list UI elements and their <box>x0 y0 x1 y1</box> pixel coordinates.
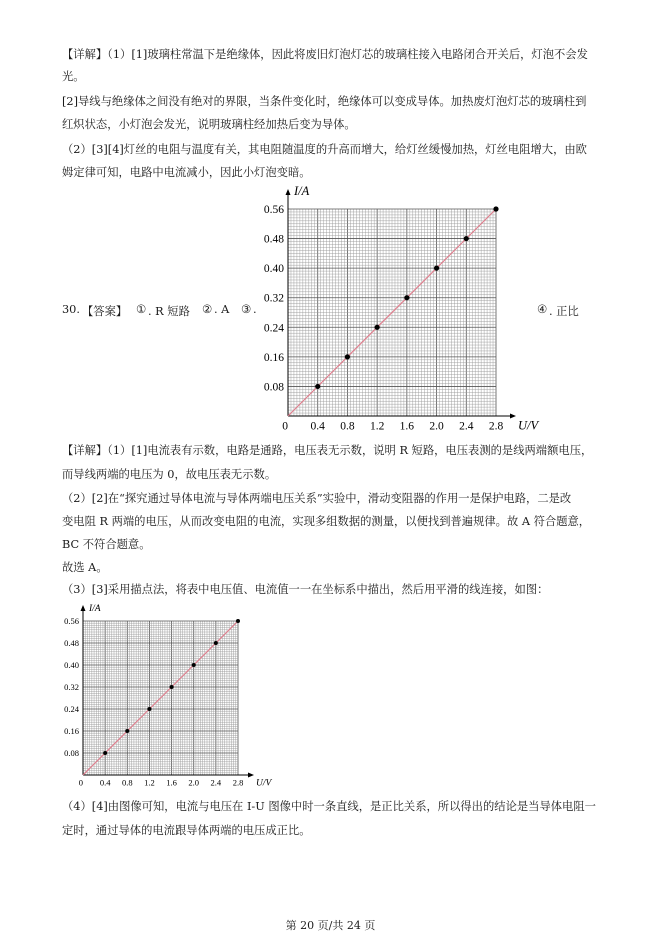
x-tick-label: 2.4 <box>210 777 222 788</box>
answer-3-mark: ③ <box>241 303 252 316</box>
x-tick-label: 0 <box>282 420 288 433</box>
y-tick-label: 0.24 <box>263 322 284 335</box>
answer-2-mark: ② <box>202 303 213 316</box>
y-tick-label: 0.32 <box>64 681 79 692</box>
x-axis-label: U/V <box>518 418 539 433</box>
y-tick-label: 0.48 <box>64 637 79 648</box>
data-point <box>170 685 174 689</box>
x-axis-label: U/V <box>256 778 272 789</box>
x-tick-label: 0.4 <box>99 777 111 788</box>
detail-paragraph-line: 姆定律可知，电路中电流减小，因此小灯泡变暗。 <box>62 166 311 179</box>
data-point <box>147 707 151 711</box>
x-tick-label: 0.8 <box>121 777 133 788</box>
answer-i-u-graph <box>252 182 539 434</box>
detail-paragraph-line: 故选 A。 <box>62 561 108 574</box>
detail-i-u-graph <box>58 598 272 794</box>
y-tick-label: 0.08 <box>263 381 284 394</box>
y-tick-label: 0.56 <box>64 615 79 626</box>
detail-paragraph-line: 定时，通过导体的电流跟导体两端的电压成正比。 <box>62 824 311 837</box>
x-tick-label: 1.2 <box>369 420 385 433</box>
y-axis-label: I/A <box>294 184 310 198</box>
answer-4-text: . 正比 <box>549 305 579 318</box>
data-point <box>315 384 320 389</box>
x-tick-label: 2.0 <box>188 777 200 788</box>
detail-paragraph-line: 【详解】（1）[1]电流表有示数，电路是通路，电压表无示数，说明 R 短路，电压表测的是线两端额电压， <box>62 444 593 457</box>
question-number: 30. <box>62 303 80 316</box>
detail-paragraph-line: 而导线两端的电压为 0，故电压表无示数。 <box>62 468 277 481</box>
detail-paragraph-line: （3）[3]采用描点法，将表中电压值、电流值一一在坐标系中描出，然后用平滑的线连接，如图： <box>62 583 549 596</box>
data-point <box>434 266 439 271</box>
x-tick-label: 2.0 <box>429 420 444 433</box>
x-tick-label: 0.8 <box>340 420 355 433</box>
detail-paragraph-line: 光。 <box>62 70 85 83</box>
x-tick-label: 1.2 <box>144 777 155 788</box>
x-tick-label: 2.4 <box>459 420 474 433</box>
detail-paragraph-line: [2]导线与绝缘体之间没有绝对的界限，当条件变化时，绝缘体可以变成导体。加热废灯泡灯芯的玻璃柱到 <box>62 95 587 108</box>
answer-3-text: . <box>253 303 257 316</box>
y-tick-label: 0.56 <box>263 204 284 217</box>
x-tick-label: 0 <box>78 777 83 788</box>
y-tick-label: 0.48 <box>263 233 284 246</box>
y-tick-label: 0.08 <box>64 747 79 758</box>
y-tick-label: 0.24 <box>64 703 79 714</box>
x-axis-arrow <box>248 773 254 778</box>
x-tick-label: 0.4 <box>310 420 325 433</box>
x-tick-label: 1.6 <box>399 420 415 433</box>
data-point <box>214 641 218 645</box>
answer-1-mark: ① <box>136 303 147 316</box>
detail-paragraph-line: 变电阻 R 两端的电压，从而改变电阻的电流，实现多组数据的测量，以便找到普遍规律。故 A 符合题意， <box>62 515 591 528</box>
x-tick-label: 2.8 <box>488 420 504 433</box>
detail-paragraph-line: （4）[4]由图像可知，电流与电压在 I-U 图像中时一条直线，是正比关系，所以得出的结论是当导体电阻一 <box>62 800 596 813</box>
x-tick-label: 2.8 <box>232 777 244 788</box>
answer-4-mark: ④ <box>537 303 548 316</box>
detail-paragraph-line: （2）[2]在“探究通过导体电流与导体两端电压关系”实验中，滑动变阻器的作用一是保护电路，二是改 <box>62 492 572 505</box>
y-tick-label: 0.32 <box>263 292 284 305</box>
data-point <box>493 206 498 211</box>
answer-2-text: . A <box>214 303 230 316</box>
data-point <box>103 751 107 755</box>
data-point <box>125 729 129 733</box>
data-point <box>404 295 409 300</box>
page-footer: 第 20 页/共 24 页 <box>285 919 376 932</box>
x-tick-label: 1.6 <box>166 777 177 788</box>
y-tick-label: 0.40 <box>263 263 284 276</box>
y-tick-label: 0.16 <box>263 351 284 364</box>
detail-paragraph-line: 红炽状态，小灯泡会发光，说明玻璃柱经加热后变为导体。 <box>62 118 356 131</box>
answer-label: 【答案】 <box>82 305 128 318</box>
data-point <box>375 325 380 330</box>
y-axis-arrow <box>286 189 291 195</box>
x-axis-arrow <box>510 414 516 419</box>
y-axis-arrow <box>81 605 86 611</box>
detail-paragraph-line: （2）[3][4]灯丝的电阻与温度有关，其电阻随温度的升高而增大，给灯丝缓慢加热，灯丝电阻增大，由欧 <box>62 143 587 156</box>
y-axis-label: I/A <box>89 604 101 614</box>
data-point <box>345 354 350 359</box>
detail-paragraph-line: 【详解】（1）[1]玻璃柱常温下是绝缘体，因此将废旧灯泡灯芯的玻璃柱接入电路闭合开关后，灯泡不会发 <box>62 48 588 61</box>
data-point <box>236 619 240 623</box>
detail-paragraph-line: BC 不符合题意。 <box>62 538 151 551</box>
answer-1-text: . R 短路 <box>148 305 190 318</box>
data-point <box>192 663 196 667</box>
y-tick-label: 0.40 <box>64 659 79 670</box>
data-point <box>464 236 469 241</box>
y-tick-label: 0.16 <box>64 725 79 736</box>
